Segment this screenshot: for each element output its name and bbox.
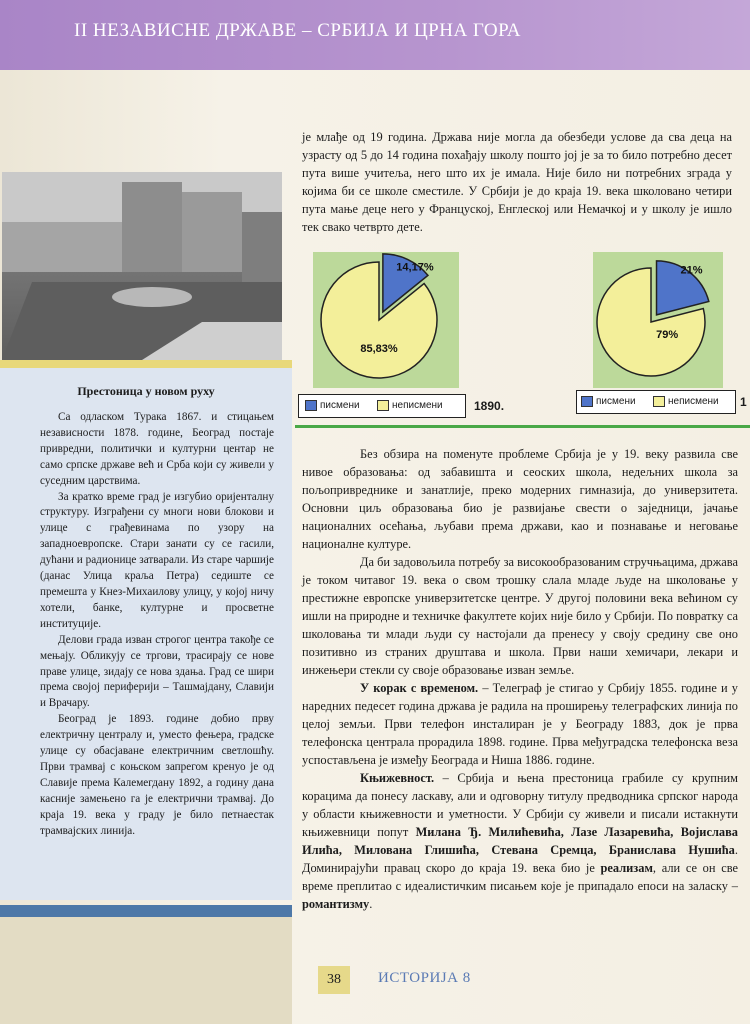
pie-data-label: 14,17% [396, 261, 434, 274]
main-paragraph: Без обзира на поменуте проблеме Србија је у 19. веку развила све нивое образовања: од забавишта и сеоских школа, недељних школа за пољопривреднике и занатлије, преко модерних гимназија, до универзитета. Основни циљ образовања био је развијање свести о заједници, јачање националних осећања, љубави према држави, као и познавање и неговање националне културе. [302, 447, 738, 551]
pie-data-label: 85,83% [360, 342, 398, 355]
legend-label-illiterate: неписмени [668, 396, 719, 407]
pie-chart-1890 [313, 252, 459, 388]
main-paragraph [302, 769, 738, 913]
pie-legend-1890 [298, 394, 466, 418]
main-paragraph: је млађе од 19 година. Држава није могла да обезбеди услове да сва деца на узрасту од 5 до 14 година похађају школу пошто јој је за то било потребно десет пута више учитеља, него што их је имала. Није било ни потребних зграда у којима би се школе сместиле. У Србији је до краја 19. века школовано четири пута мање деце него у Француској, Енглеској или Немачкој и у школу је ишло тек свако четврто дете. [302, 130, 732, 234]
belgrade-street-photo [2, 172, 282, 360]
page-corner [0, 917, 292, 1024]
legend-label-literate: писмени [596, 396, 636, 407]
pie-legend-second [576, 390, 736, 414]
paragraph-text: – Србија и њена престоница грабиле су крупним корацима да понесу ласкаву, али и одговорну титулу предводника српског народа у области књижевности и уметности. У Србији су живели и писали истакнути књижевници попут [302, 771, 738, 839]
pie-chart-second [593, 252, 723, 388]
main-paragraph: Да би задовољила потребу за високообразованим стручњацима, држава је током читавог 19. века о свом трошку слала младе људе на школовање у престижне европске универзитетске центре. У другој половини века већином су ишли на природне и техничке факултете којих није било у Србији. По повратку са школовања ти млади људи су настојали да пренесу у своју средину све оно позитивно из страних друштава и школа. Први наши хемичари, лекари и инжењери стекли су своје образовање изван земље. [302, 555, 738, 677]
sidebar-text [40, 410, 274, 839]
subheading-literature: Књижевност. [360, 771, 435, 785]
book-title: ИСТОРИЈА 8 [378, 970, 471, 986]
author-names: Милана Ђ. Милићевића, Лазе Лазаревића, Војислава Илића, Милована Глишића, Стевана Сремца, Бранислава Нушића [302, 825, 738, 857]
page-number: 38 [318, 966, 350, 994]
sidebar-paragraph: Делови града изван строгог центра такође се мењају. Обликују се тргови, трасирају се нове праве улице, зидају се нова здања. Град се шири према својој периферији – Ташмајдану, Славији и Врачару. [40, 633, 274, 710]
pie-year-label: 1 [740, 395, 747, 409]
sidebar-heading: Престоница у новом руху [77, 384, 215, 398]
legend-label-illiterate: неписмени [392, 400, 443, 411]
paragraph-text: , али се он све време преплитао с идеалистичким писањем које је припадало епоси на заласку – [302, 861, 738, 893]
photo-underline [0, 360, 292, 368]
main-text-top [302, 128, 732, 236]
paragraph-text: . [369, 897, 373, 911]
sidebar-paragraph: За кратко време град је изгубио оријенталну структуру. Изграђени су многи нови блокови и улице с грађевинама по узору на западноевропске. Стари занати су се гасили, дућани и радионице затварали. Из старе чаршије (данас Улица краља Петра) седиште се премешта у Кнез-Михаилову улицу, у којој ничу хотели, банке, културне и просветне институције. [40, 490, 274, 630]
main-paragraph [302, 679, 738, 769]
legend-label-literate: писмени [320, 400, 360, 411]
main-text-body [302, 445, 738, 913]
term-romanticism: романтизму [302, 897, 370, 911]
term-realism: реализам [600, 861, 653, 875]
legend-swatch-literate [305, 400, 317, 411]
legend-swatch-illiterate [653, 396, 665, 407]
section-divider [295, 425, 750, 428]
sidebar-bottom-bar [0, 905, 292, 917]
pie-data-label: 21% [680, 264, 703, 277]
chapter-header-band [0, 0, 750, 70]
sidebar-paragraph: Са одласком Турака 1867. и стицањем независности 1878. године, Београд постаје привредни, политички и културни центар не само српске државе већ и Срба који су живели у суседним царствима. [40, 411, 274, 487]
sidebar-paragraph: Београд је 1893. године добио прву електричну централу и, уместо фењера, градске улице су обасјаване електричним светлошћу. Први трамвај с коњском запрегом кренуо је од Славије према Калемегдану 1892, а годину дана касније замењено га је електрични трамвај. До краја 19. века у граду је било петнаестак трамвајских линија. [40, 713, 274, 837]
pie-year-label: 1890. [474, 399, 505, 413]
subheading-telegraph: У корак с временом. [360, 681, 479, 695]
paragraph-text: . Доминирајући правац скоро до краја 19. века био је [302, 843, 738, 875]
chapter-title: II НЕЗАВИСНЕ ДРЖАВЕ – СРБИЈА И ЦРНА ГОРА [74, 20, 522, 41]
legend-swatch-literate [581, 396, 593, 407]
legend-swatch-illiterate [377, 400, 389, 411]
pie-data-label: 79% [656, 329, 679, 342]
paragraph-text: – Телеграф је стигао у Србију 1855. године и у наредних педесет година држава је радила на проширењу телеграфских линија по целој земљи. Први телефон инсталиран је у Београду 1883, док је прва телефонска централа прорадила 1898. године. Прва међуградска телефонска веза успостављена је између Београда и Ниша 1886. године. [302, 681, 738, 767]
